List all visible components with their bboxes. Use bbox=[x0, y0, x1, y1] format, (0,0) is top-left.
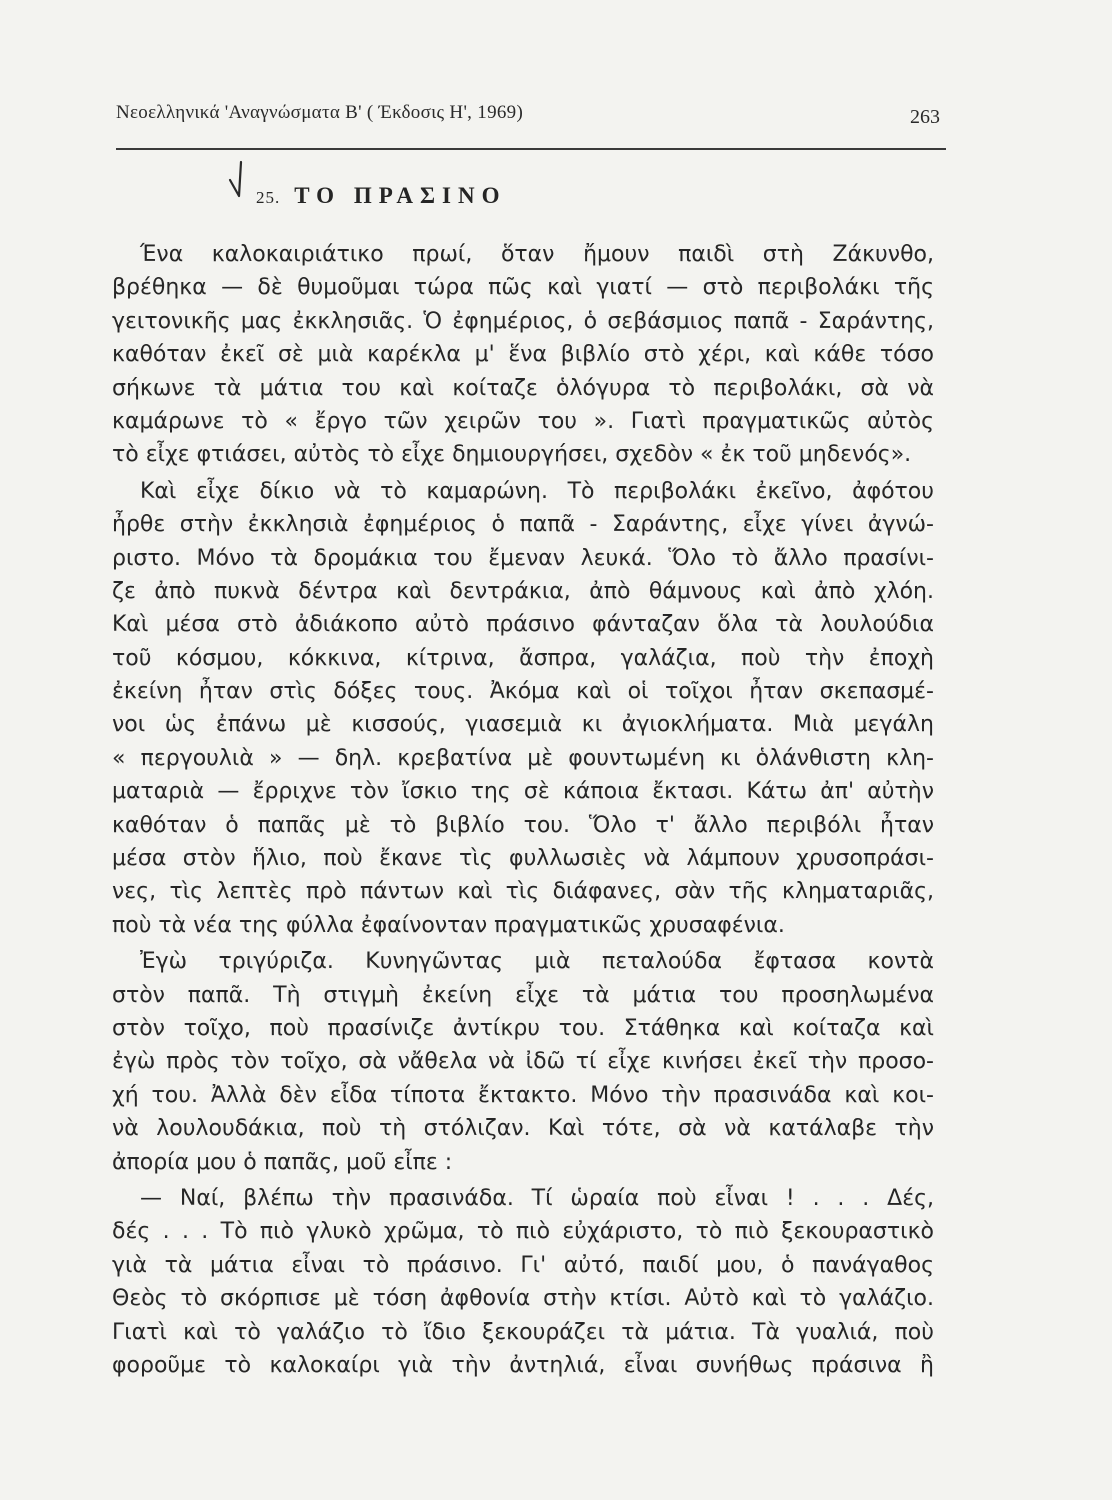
text-line: Γιατὶ καὶ τὸ γαλάζιο τὸ ἴδιο ξεκουράζει τὰ μάτια. Τὰ γυαλιά, ποὺ bbox=[112, 1319, 934, 1345]
chapter-number: 25. bbox=[256, 188, 281, 207]
text-line: τὸ εἶχε φτιάσει, αὐτὸς τὸ εἶχε δημιουργήσει, σχεδὸν « ἐκ τοῦ μηδενός». bbox=[112, 442, 912, 468]
text-line: τοῦ κόσμου, κόκκινα, κίτρινα, ἄσπρα, γαλάζια, ποὺ τὴν ἐποχὴ bbox=[112, 645, 934, 671]
chapter-title: ΤΟ ΠΡΑΣΙΝΟ bbox=[294, 183, 507, 208]
text-line: ματαριὰ — ἔρριχνε τὸν ἴσκιο της σὲ κάποια ἔκτασι. Κάτω ἀπ' αὐτὴν bbox=[112, 779, 934, 805]
text-line: Ένα καλοκαιριάτικο πρωί, ὅταν ἤμουν παιδὶ στὴ Ζάκυνθο, bbox=[140, 242, 934, 267]
text-line: Καὶ εἶχε δίκιο νὰ τὸ καμαρώνη. Τὸ περιβολάκι ἐκεῖνο, ἀφότου bbox=[140, 478, 934, 504]
text-line: βρέθηκα — δὲ θυμοῦμαι τώρα πῶς καὶ γιατί — στὸ περιβολάκι τῆς bbox=[112, 275, 934, 301]
text-line: νες, τὶς λεπτὲς πρὸ πάντων καὶ τὶς διάφανες, σὰν τῆς κληματαριᾶς, bbox=[112, 879, 934, 905]
text-line: καθόταν ὁ παπᾶς μὲ τὸ βιβλίο του. Ὅλο τ' ἄλλο περιβόλι ἦταν bbox=[112, 812, 934, 838]
text-line: ζε ἀπὸ πυκνὰ δέντρα καὶ δεντράκια, ἀπὸ θάμνους καὶ ἀπὸ χλόη. bbox=[112, 578, 934, 604]
text-line: δές . . . Τὸ πιὸ γλυκὸ χρῶμα, τὸ πιὸ εὐχάριστο, τὸ πιὸ ξεκουραστικὸ bbox=[112, 1219, 934, 1245]
text-line: γιὰ τὰ μάτια εἶναι τὸ πράσινο. Γι' αὐτό, παιδί μου, ὁ πανάγαθος bbox=[112, 1252, 934, 1278]
text-line: καμάρωνε τὸ « ἔργο τῶν χειρῶν του ». Γιατὶ πραγματικῶς αὐτὸς bbox=[112, 408, 934, 434]
text-line: Ἐγὼ τριγύριζα. Κυνηγῶντας μιὰ πεταλούδα ἔφτασα κοντὰ bbox=[140, 949, 934, 975]
page-number: 263 bbox=[910, 106, 940, 128]
text-line: σήκωνε τὰ μάτια του καὶ κοίταζε ὁλόγυρα τὸ περιβολάκι, σὰ νὰ bbox=[112, 375, 934, 401]
header-title: Νεοελληνικά 'Αναγνώσματα Β' ( Έκδοσις Η', 1969) bbox=[116, 102, 524, 123]
body-text bbox=[112, 238, 934, 1382]
text-line: φοροῦμε τὸ καλοκαίρι γιὰ τὴν ἀντηλιά, εἶναι συνήθως πράσινα ἢ bbox=[112, 1352, 934, 1378]
text-line: Καὶ μέσα στὸ ἀδιάκοπο αὐτὸ πράσινο φάνταζαν ὅλα τὰ λουλούδια bbox=[112, 612, 934, 638]
text-line: χή του. Ἀλλὰ δὲν εἶδα τίποτα ἔκτακτο. Μόνο τὴν πρασινάδα καὶ κοι- bbox=[112, 1082, 934, 1108]
text-line: στὸν παπᾶ. Τὴ στιγμὴ ἐκείνη εἶχε τὰ μάτια του προσηλωμένα bbox=[112, 982, 934, 1008]
text-line: γειτονικῆς μας ἐκκλησιᾶς. Ὁ ἐφημέριος, ὁ σεβάσμιος παπᾶ - Σαράντης, bbox=[112, 308, 934, 334]
text-line: ἐκείνη ἦταν στὶς δόξες τους. Ἀκόμα καὶ οἱ τοῖχοι ἦταν σκεπασμέ- bbox=[112, 679, 934, 705]
text-line: νοι ὡς ἐπάνω μὲ κισσούς, γιασεμιὰ κι ἀγιοκλήματα. Μιὰ μεγάλη bbox=[112, 712, 934, 738]
text-line: μέσα στὸν ἥλιο, ποὺ ἔκανε τὶς φυλλωσιὲς νὰ λάμπουν χρυσοπράσι- bbox=[112, 846, 934, 872]
text-line: — Ναί, βλέπω τὴν πρασινάδα. Τί ὡραία ποὺ εἶναι ! . . . Δές, bbox=[140, 1185, 934, 1211]
text-line: στὸν τοῖχο, ποὺ πρασίνιζε ἀντίκρυ του. Στάθηκα καὶ κοίταζα καὶ bbox=[112, 1015, 934, 1041]
text-line: καθόταν ἐκεῖ σὲ μιὰ καρέκλα μ' ἕνα βιβλίο στὸ χέρι, καὶ κάθε τόσο bbox=[112, 342, 934, 368]
text-line: ἀπορία μου ὁ παπᾶς, μοῦ εἶπε : bbox=[112, 1149, 453, 1175]
text-line: ποὺ τὰ νέα της φύλλα ἐφαίνονταν πραγματικῶς χρυσαφένια. bbox=[112, 912, 785, 938]
header-rule bbox=[116, 148, 946, 150]
text-line: Θεὸς τὸ σκόρπισε μὲ τόση ἀφθονία στὴν κτίσι. Αὐτὸ καὶ τὸ γαλάζιο. bbox=[112, 1286, 934, 1312]
text-line: « περγουλιὰ » — δηλ. κρεβατίνα μὲ φουντωμένη κι ὁλάνθιστη κλη- bbox=[112, 745, 934, 771]
text-line: νὰ λουλουδάκια, ποὺ τὴ στόλιζαν. Καὶ τότε, σὰ νὰ κατάλαβε τὴν bbox=[112, 1116, 934, 1142]
handwritten-check-mark bbox=[228, 158, 250, 198]
text-line: ἦρθε στὴν ἐκκλησιὰ ἐφημέριος ὁ παπᾶ - Σαράντης, εἶχε γίνει ἀγνώ- bbox=[112, 512, 934, 538]
chapter-heading bbox=[256, 183, 506, 209]
running-header bbox=[116, 88, 946, 148]
text-line: ριστο. Μόνο τὰ δρομάκια του ἔμεναν λευκά. Ὅλο τὸ ἄλλο πρασίνι- bbox=[112, 545, 934, 571]
text-line: ἐγὼ πρὸς τὸν τοῖχο, σὰ νἄθελα νὰ ἰδῶ τί εἶχε κινήσει ἐκεῖ τὴν προσο- bbox=[112, 1049, 934, 1075]
